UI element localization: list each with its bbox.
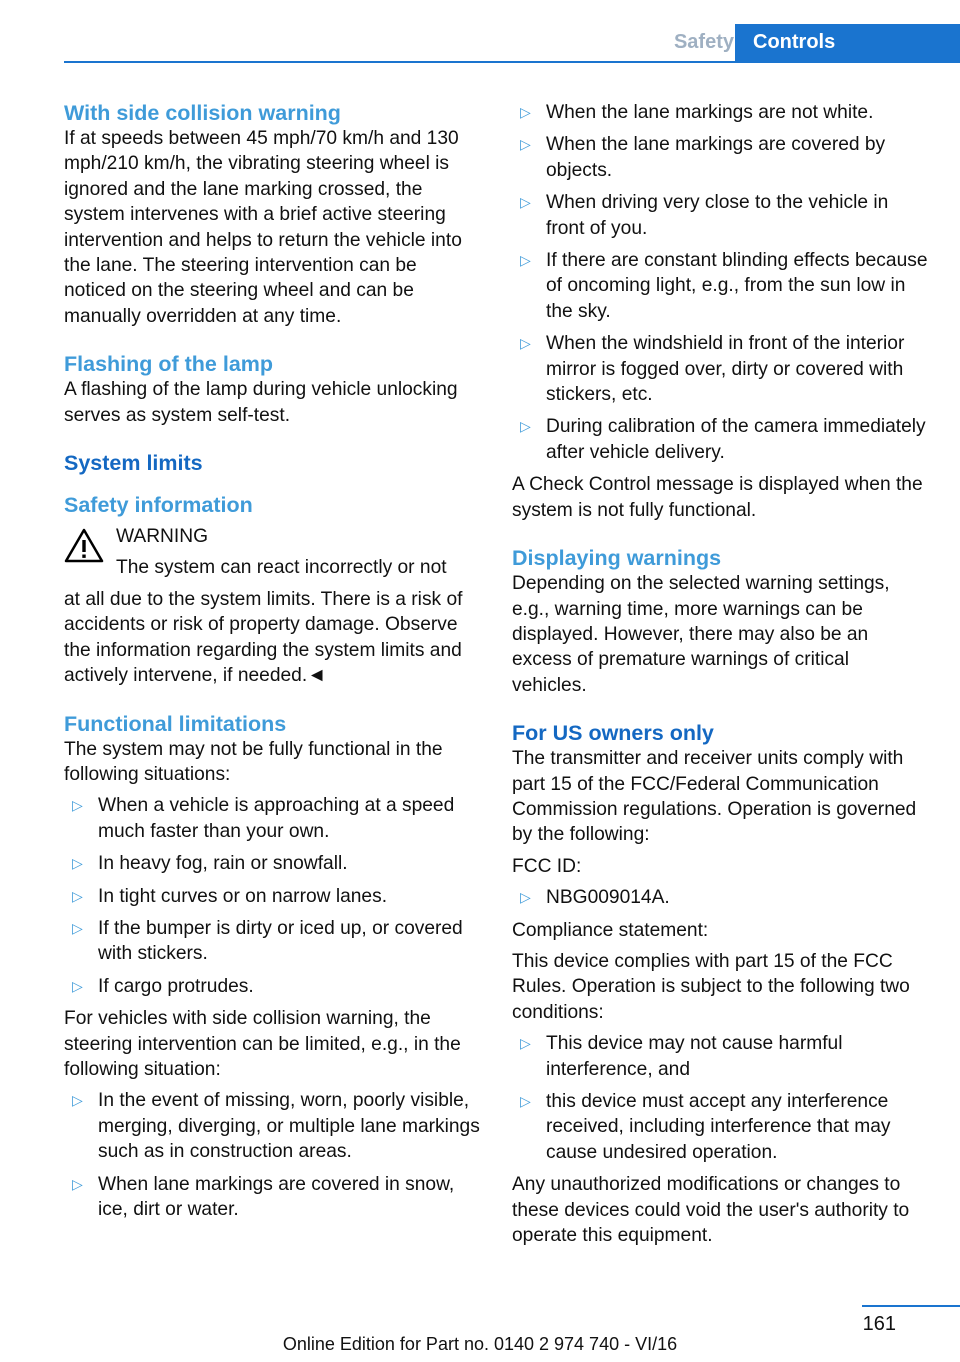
list-item: ▷ NBG009014A. [512, 885, 928, 910]
triangle-bullet-icon: ▷ [72, 1175, 83, 1192]
triangle-bullet-icon: ▷ [520, 1035, 531, 1052]
list-functional-limitations [64, 793, 480, 999]
list-item: ▷ If there are constant blinding effects because of oncoming light, e.g., from the sun low in the sky. [520, 250, 928, 322]
paragraph-flashing-lamp: A flashing of the lamp during vehicle unlocking serves as system self-test. [64, 379, 458, 426]
list-item: ▷ this device must accept any interference received, including interference that may cause undesired operation. [520, 1091, 891, 1163]
list-item: ▷ When lane markings are covered in snow, ice, dirt or water. [72, 1173, 455, 1220]
list-item: ▷ In the event of missing, worn, poorly visible, merging, diverging, or multiple lane markings such as in construction areas. [72, 1090, 480, 1163]
heading-displaying-warnings: Displaying warnings [512, 546, 722, 571]
warning-text-first-line: The system can react incorrectly or not [116, 557, 447, 579]
list-item: ▷ When the lane markings are covered by objects. [520, 134, 886, 181]
right-column [512, 100, 928, 1254]
heading-flashing-lamp: Flashing of the lamp [64, 352, 274, 377]
triangle-bullet-icon: ▷ [72, 887, 83, 904]
paragraph-compliance: Compliance statement: [512, 919, 709, 941]
list-fcc-id [512, 885, 928, 910]
list-item: ▷ When a vehicle is approaching at a speed much faster than your own. [72, 795, 455, 842]
triangle-bullet-icon: ▷ [520, 136, 531, 153]
list-item: ▷ This device may not cause harmful interference, and [520, 1033, 843, 1080]
paragraph-side-collision: If at speeds between 45 mph/70 km/h and 130 mph/210 km/h, the vibrating steering wheel is ignored and the lane marking crossed, the system intervenes with a brief active steering intervention and helps to return the vehicle into the lane. The steering intervention can be noticed on the steering wheel and can be manually overridden at any time. [64, 128, 462, 327]
list-item: ▷ If cargo protrudes. [64, 974, 480, 999]
triangle-bullet-icon: ▷ [520, 252, 531, 269]
warning-text: at all due to the system limits. There is a risk of accidents or risk of property damage. Observe the information regarding the system limits and actively intervene, if needed.◄ [64, 588, 463, 687]
tab-safety[interactable]: Safety [673, 31, 734, 53]
page-number: 161 [862, 1313, 896, 1335]
paragraph-displaying-warnings: Depending on the selected warning settings, e.g., warning time, more warnings can be displayed. However, there may also be an excess of premature warnings of critical vehicles. [512, 573, 890, 696]
paragraph-check-control: A Check Control message is displayed when the system is not fully functional. [512, 474, 923, 521]
paragraph-unauthorized: Any unauthorized modifications or changes to these devices could void the user's authority to operate this equipment. [512, 1174, 910, 1247]
list-item: ▷ When the lane markings are not white. [512, 100, 928, 125]
list-lane-conditions [512, 100, 928, 465]
paragraph-fcc-id: FCC ID: [512, 855, 582, 877]
list-conditions [512, 1031, 928, 1165]
warning-triangle-icon [64, 528, 104, 564]
triangle-bullet-icon: ▷ [72, 797, 83, 814]
paragraph-functional-limitations: The system may not be fully functional in the following situations: [64, 738, 443, 785]
triangle-bullet-icon: ▷ [520, 1093, 531, 1109]
triangle-bullet-icon: ▷ [520, 418, 531, 435]
triangle-bullet-icon: ▷ [520, 889, 531, 906]
paragraph-side-collision-limited: For vehicles with side collision warning, the steering intervention can be limited, e.g., in the following situation: [64, 1008, 461, 1080]
warning-block [64, 524, 480, 688]
list-item: ▷ When the windshield in front of the interior mirror is fogged over, dirty or covered with stickers, etc. [520, 333, 905, 406]
triangle-bullet-icon: ▷ [72, 977, 83, 994]
triangle-bullet-icon: ▷ [520, 104, 531, 120]
list-item: ▷ In heavy fog, rain or snowfall. [64, 851, 480, 876]
triangle-bullet-icon: ▷ [520, 335, 531, 352]
triangle-bullet-icon: ▷ [520, 194, 531, 211]
paragraph-us-owners: The transmitter and receiver units comply with part 15 of the FCC/Federal Communication Commission regulations. Operation is governed by the following: [512, 748, 917, 846]
warning-title: WARNING [116, 526, 209, 548]
edition-footer: Online Edition for Part no. 0140 2 974 740 - VI/16 [282, 1334, 678, 1354]
footer-rule [862, 1305, 960, 1307]
heading-functional-limitations: Functional limitations [64, 711, 287, 736]
list-item: ▷ In tight curves or on narrow lanes. [64, 884, 480, 909]
heading-us-owners: For US owners only [512, 721, 714, 746]
tab-controls[interactable]: Controls [735, 24, 960, 61]
paragraph-device-complies: This device complies with part 15 of the FCC Rules. Operation is subject to the following two conditions: [512, 950, 910, 1023]
heading-system-limits: System limits [64, 451, 203, 476]
heading-side-collision-warning: With side collision warning [64, 101, 341, 125]
list-item: ▷ During calibration of the camera immediately after vehicle delivery. [520, 416, 926, 463]
left-column [64, 100, 480, 1229]
header-rule [64, 61, 960, 63]
triangle-bullet-icon: ▷ [72, 1092, 83, 1109]
list-side-collision-limits [64, 1088, 480, 1222]
triangle-bullet-icon: ▷ [72, 855, 83, 872]
triangle-bullet-icon: ▷ [72, 919, 83, 936]
heading-safety-information: Safety information [64, 493, 253, 518]
list-item: ▷ When driving very close to the vehicle in front of you. [520, 192, 889, 239]
list-item: ▷ If the bumper is dirty or iced up, or covered with stickers. [72, 917, 463, 965]
